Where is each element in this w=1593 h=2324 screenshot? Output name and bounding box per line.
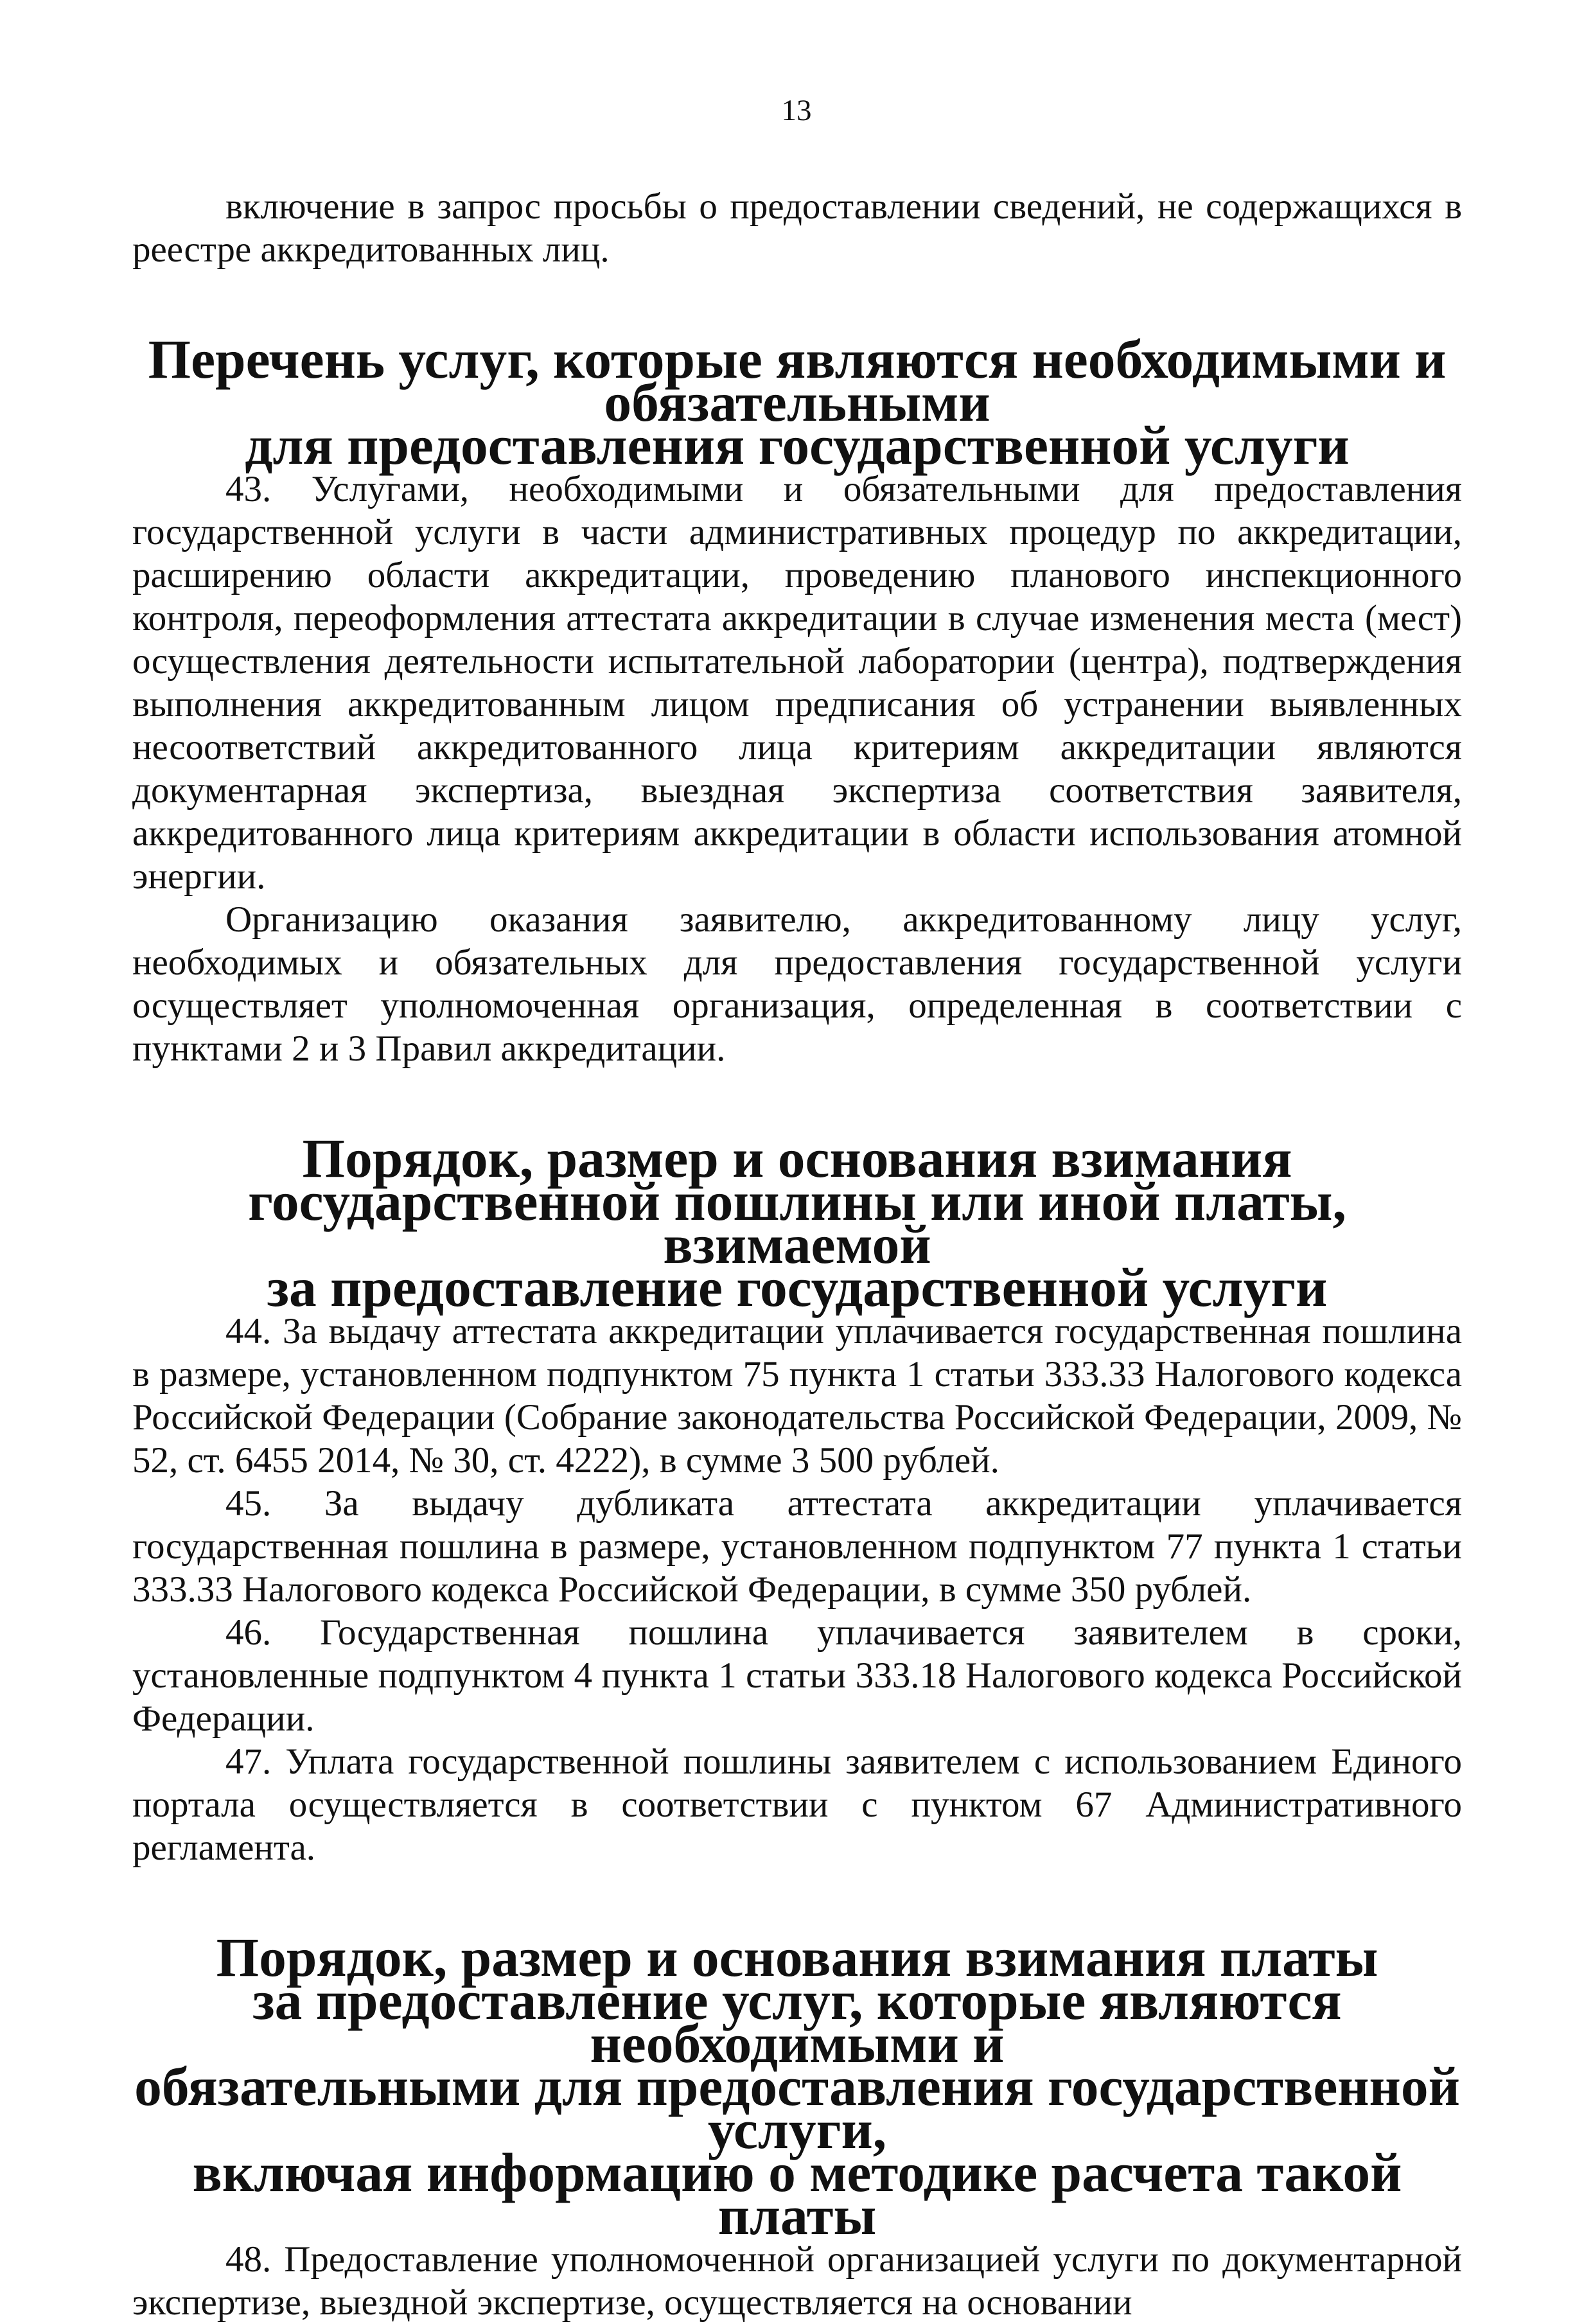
paragraph-46: 46. Государственная пошлина уплачивается заявителем в сроки, установленные подпунктом 4 пункта 1 статьи 333.18 Налогового кодекса Российской Федерации. [132, 1612, 1462, 1739]
paragraph-47: 47. Уплата государственной пошлины заявителем с использованием Единого портала осуществляется в соответствии с пунктом 67 Административного регламента. [132, 1741, 1462, 1868]
section-heading [132, 1928, 1462, 2246]
paragraph-43: 43. Услугами, необходимыми и обязательными для предоставления государственной услуги в части административных процедур по аккредитации, расширению области аккредитации, проведению планового инспекционного контроля, переоформления аттестата аккредитации в случае изменения места (мест) осуществления деятельности испытательной лаборатории (центра), подтверждения выполнения аккредитованным лицом предписания об устранении выявленных несоответствий аккредитованного лица критериям аккредитации являются документарная экспертиза, выездная экспертиза соответствия заявителя, аккредитованного лица критериям аккредитации в области использования атомной энергии. [132, 469, 1462, 897]
section-state-fee [132, 1129, 1462, 1869]
intro-paragraph: включение в запрос просьбы о предоставлении сведений, не содержащихся в реестре аккредитованных лиц. [132, 186, 1462, 270]
section-heading [132, 330, 1462, 476]
paragraph-45: 45. За выдачу дубликата аттестата аккредитации уплачивается государственная пошлина в размере, установленном подпунктом 77 пункта 1 статьи 333.33 Налогового кодекса Российской Федерации, в сумме 350 рублей. [132, 1483, 1462, 1610]
heading-line: Порядок, размер и основания взимания платы [216, 1928, 1378, 1988]
section-heading [132, 1129, 1462, 1318]
section-service-fee [132, 1928, 1462, 2324]
heading-line: государственной пошлины или иной платы, взимаемой [248, 1172, 1346, 1275]
heading-line: за предоставление услуг, которые являются необходимыми и [252, 1971, 1342, 2074]
page-number: 13 [781, 94, 812, 127]
heading-line: Порядок, размер и основания взимания [302, 1129, 1292, 1189]
document-body [132, 185, 1462, 2324]
heading-line: Перечень услуг, которые являются необходимыми и обязательными [148, 330, 1447, 433]
paragraph-organization: Организацию оказания заявителю, аккредитованному лицу услуг, необходимых и обязательных для предоставления государственной услуги осуществляет уполномоченная организация, определенная в соответствии с пунктами 2 и 3 Правил аккредитации. [132, 899, 1462, 1069]
paragraph-44: 44. За выдачу аттестата аккредитации уплачивается государственная пошлина в размере, установленном подпунктом 75 пункта 1 статьи 333.33 Налогового кодекса Российской Федерации (Собрание законодательства Российской Федерации, 2009, № 52, ст. 6455 2014, № 30, ст. 4222), в сумме 3 500 рублей. [132, 1311, 1462, 1481]
heading-line: для предоставления государственной услуги [245, 416, 1350, 476]
heading-line: за предоставление государственной услуги [267, 1258, 1328, 1318]
section-services-list [132, 330, 1462, 1070]
heading-line: включая информацию о методике расчета такой платы [192, 2143, 1402, 2246]
heading-line: обязательными для предоставления государственной услуги, [134, 2057, 1460, 2160]
paragraph-48: 48. Предоставление уполномоченной организацией услуги по документарной экспертизе, выездной экспертизе, осуществляется на основании [132, 2239, 1462, 2323]
